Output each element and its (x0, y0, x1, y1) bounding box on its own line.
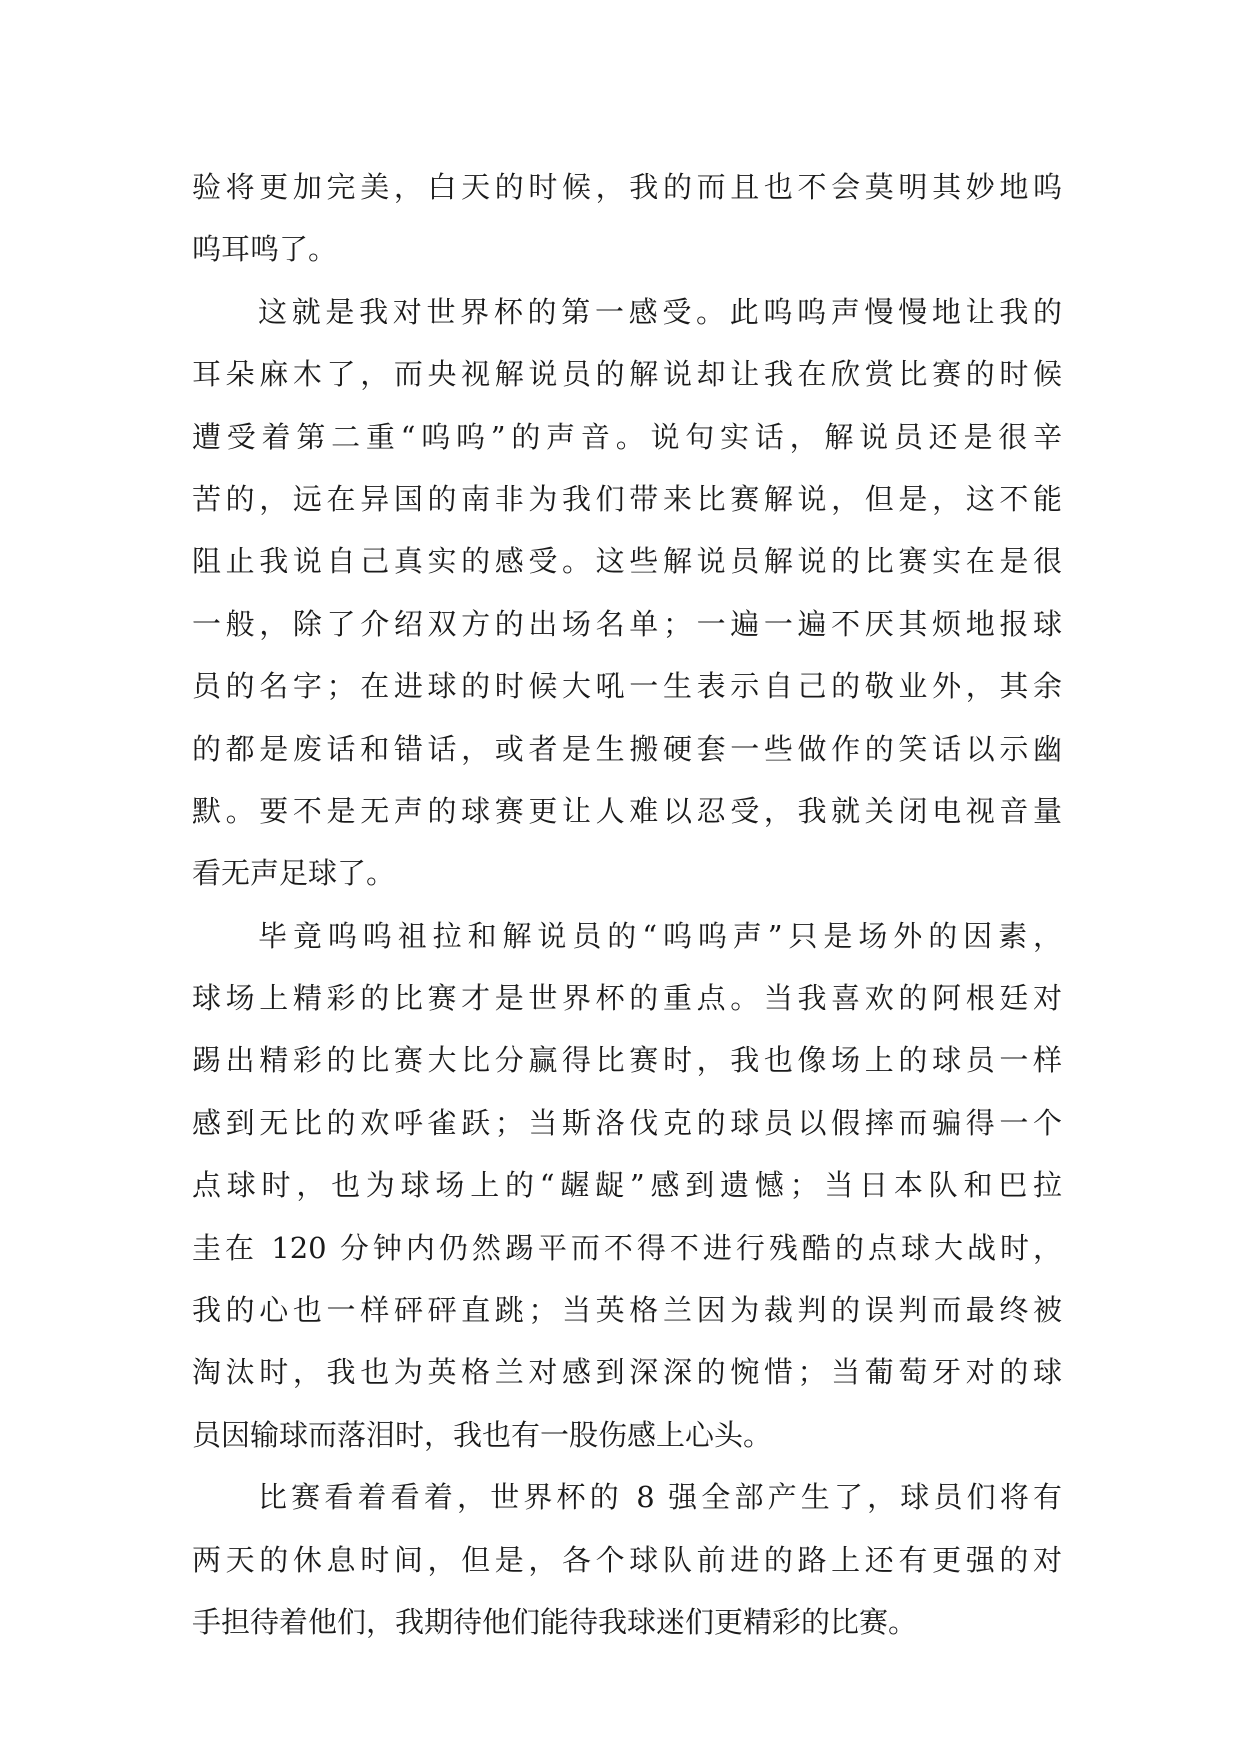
paragraph-line: 圭在 120 分钟内仍然踢平而不得不进行残酷的点球大战时， (192, 1230, 1062, 1265)
paragraph-line: 一般，除了介绍双方的出场名单；一遍一遍不厌其烦地报球 (192, 606, 1062, 641)
article-body (192, 156, 1062, 1653)
paragraph-line: 手担待着他们，我期待他们能待我球迷们更精彩的比赛。 (192, 1604, 918, 1639)
paragraph-line: 点球时，也为球场上的“龌龊”感到遗憾；当日本队和巴拉 (192, 1168, 1062, 1203)
paragraph-line: 苦的，远在异国的南非为我们带来比赛解说，但是，这不能 (192, 481, 1062, 516)
paragraph-line: 遭受着第二重“呜呜”的声音。说句实话，解说员还是很辛 (192, 419, 1062, 454)
paragraph-line: 呜耳鸣了。 (192, 232, 338, 267)
paragraph-line: 比赛看着看着，世界杯的 8 强全部产生了，球员们将有 (258, 1480, 1062, 1515)
paragraph-line: 看无声足球了。 (192, 856, 396, 891)
paragraph-line: 员的名字；在进球的时候大吼一生表示自己的敬业外，其余 (192, 669, 1062, 704)
paragraph-line: 毕竟呜呜祖拉和解说员的“呜呜声”只是场外的因素， (258, 918, 1062, 953)
paragraph-line: 淘汰时，我也为英格兰对感到深深的惋惜；当葡萄牙对的球 (192, 1355, 1062, 1390)
paragraph-line: 员因输球而落泪时，我也有一股伤感上心头。 (192, 1417, 773, 1452)
paragraph-line: 两天的休息时间，但是，各个球队前进的路上还有更强的对 (192, 1542, 1062, 1577)
paragraph-line: 球场上精彩的比赛才是世界杯的重点。当我喜欢的阿根廷对 (192, 981, 1062, 1016)
paragraph-line: 这就是我对世界杯的第一感受。此呜呜声慢慢地让我的 (258, 294, 1062, 329)
paragraph-line: 我的心也一样砰砰直跳；当英格兰因为裁判的误判而最终被 (192, 1293, 1062, 1328)
paragraph-line: 阻止我说自己真实的感受。这些解说员解说的比赛实在是很 (192, 544, 1062, 579)
paragraph-line: 感到无比的欢呼雀跃；当斯洛伐克的球员以假摔而骗得一个 (192, 1105, 1062, 1140)
paragraph-line: 耳朵麻木了，而央视解说员的解说却让我在欣赏比赛的时候 (192, 357, 1062, 392)
paragraph-line: 踢出精彩的比赛大比分赢得比赛时，我也像场上的球员一样 (192, 1043, 1062, 1078)
paragraph-line: 验将更加完美，白天的时候，我的而且也不会莫明其妙地呜 (192, 170, 1062, 204)
paragraph-line: 默。要不是无声的球赛更让人难以忍受，我就关闭电视音量 (192, 793, 1062, 828)
paragraph-line: 的都是废话和错话，或者是生搬硬套一些做作的笑话以示幽 (192, 731, 1062, 766)
